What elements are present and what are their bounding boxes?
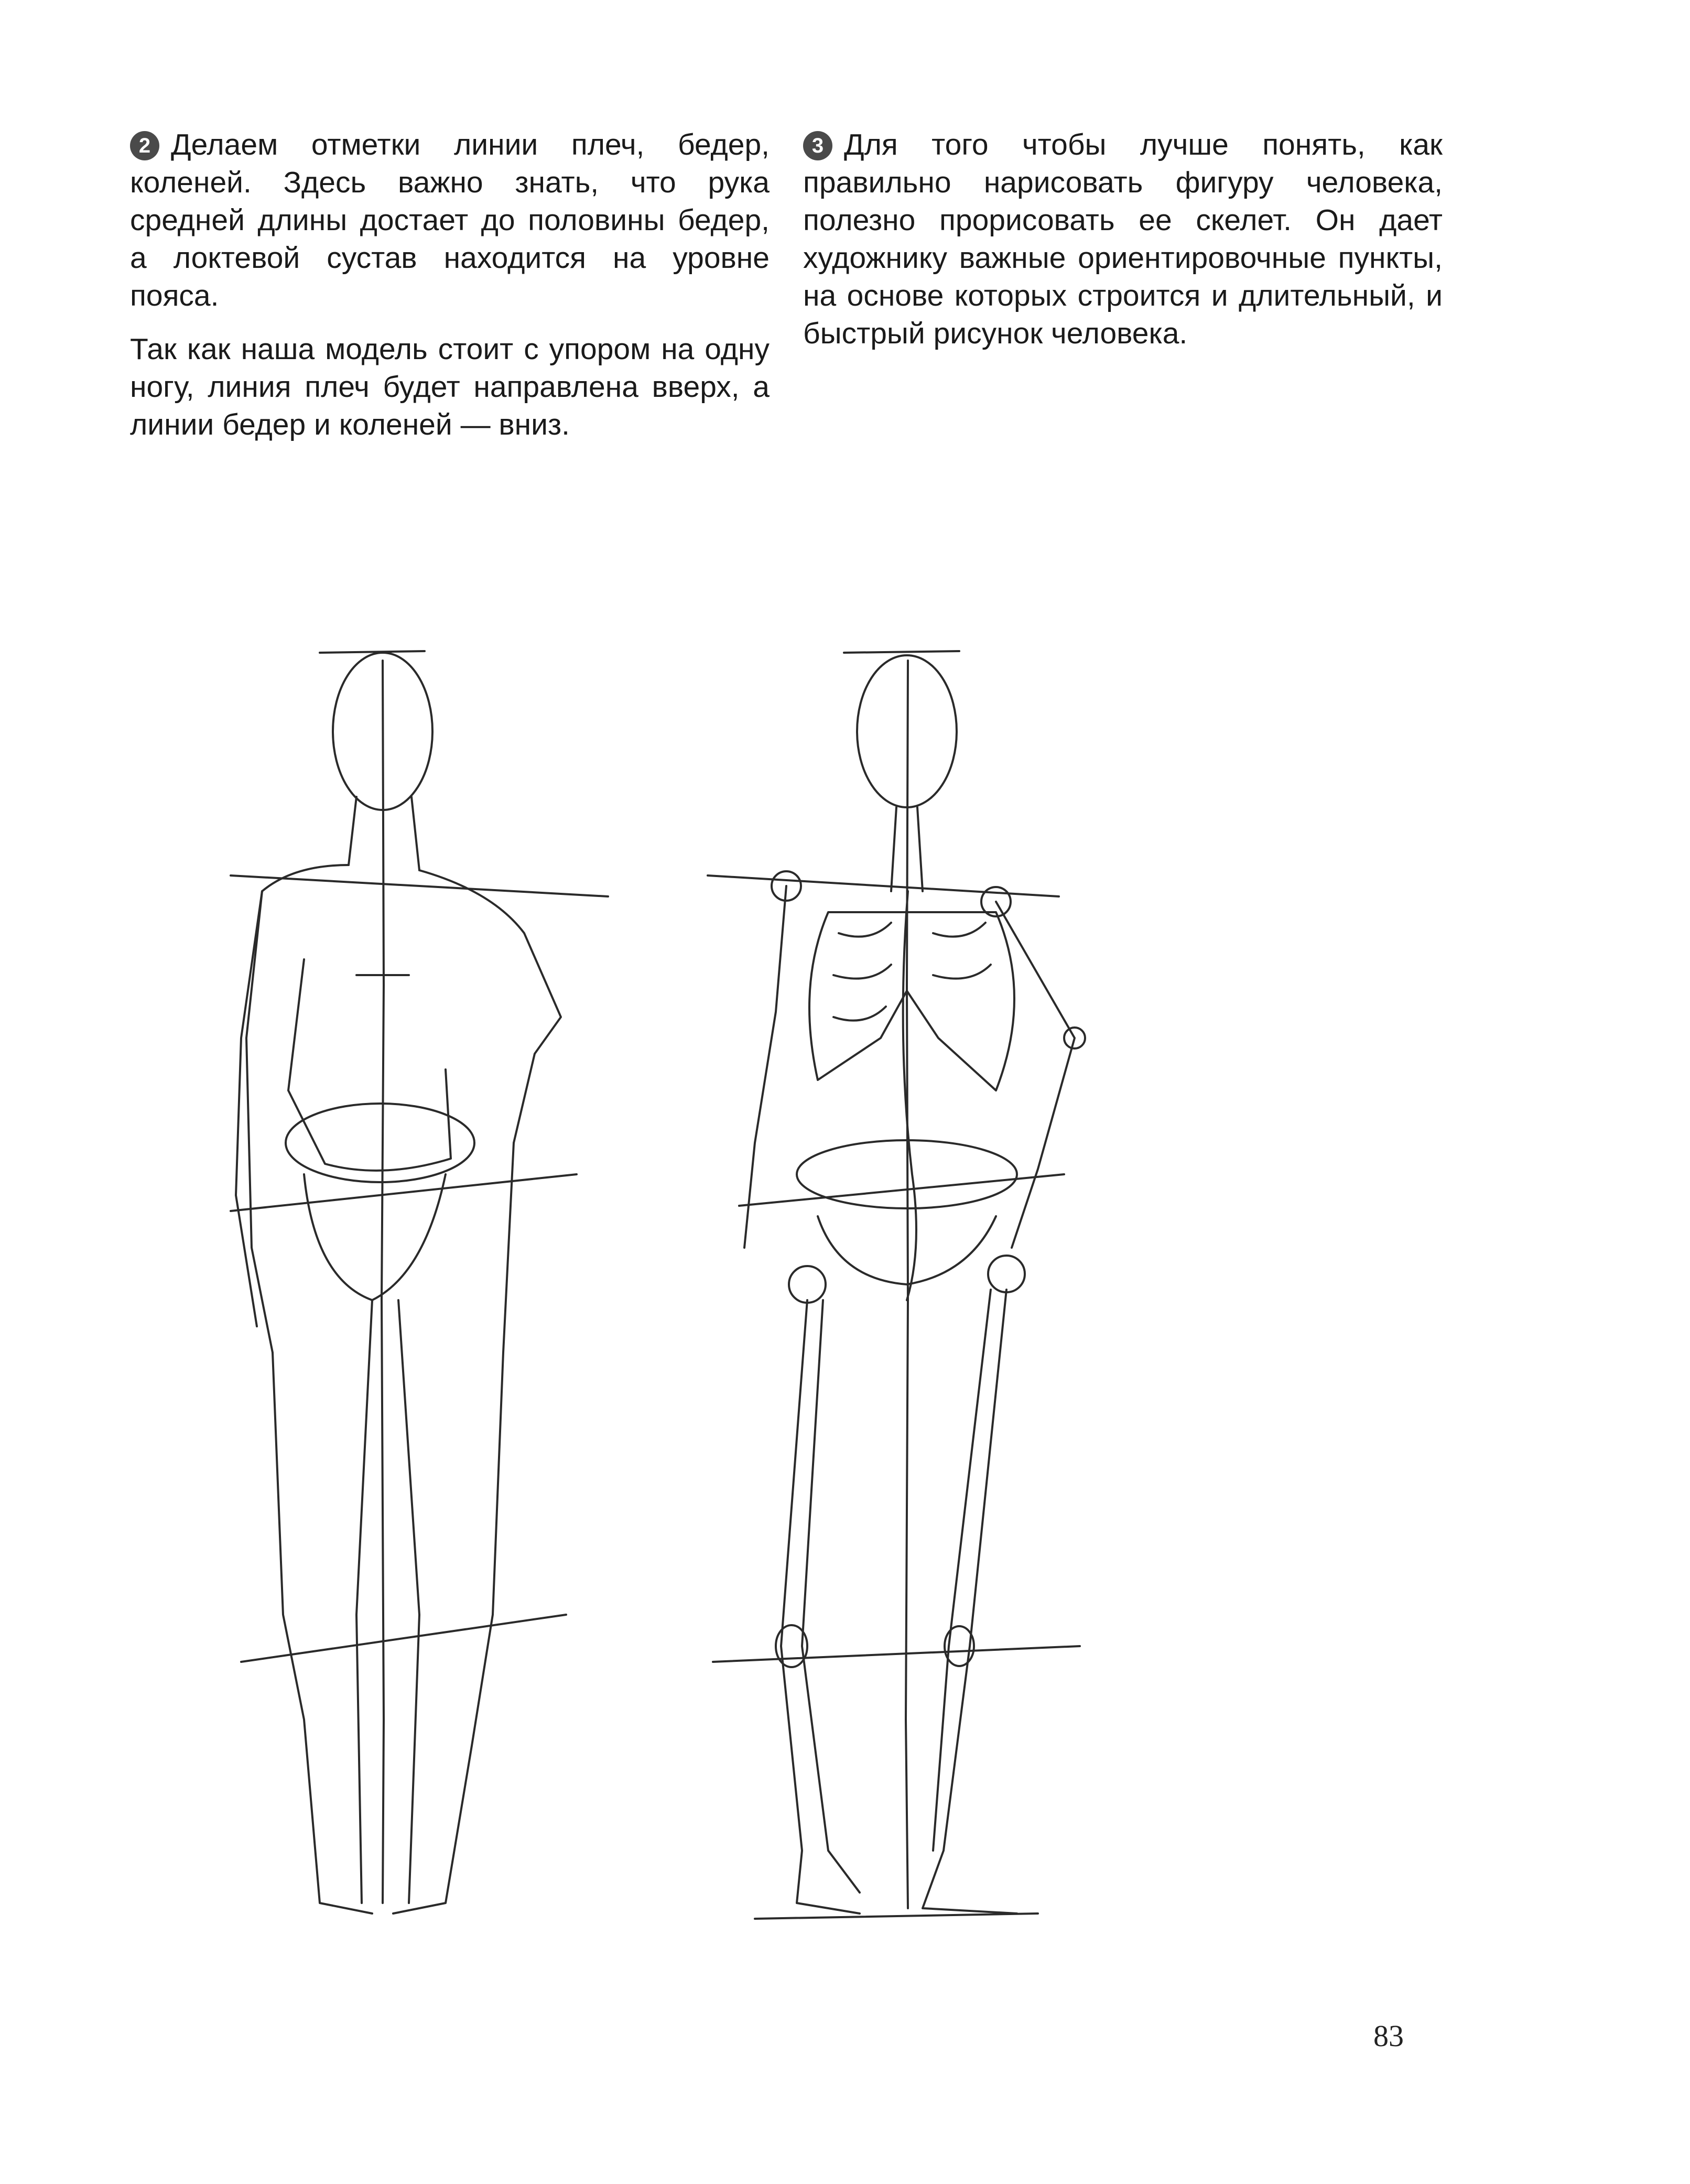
step-3-number-badge: 3	[803, 131, 832, 160]
step-2-paragraph-2: Так как наша модель стоит с упором на одну ногу, линия плеч будет направлена вверх, а линии бедер и коленей — вниз.	[130, 332, 770, 441]
body-construction-sketch	[231, 651, 608, 1913]
step-2-number-badge: 2	[130, 131, 159, 160]
figure-sketches-illustration	[199, 619, 1405, 1961]
step-3-text-1: Для того чтобы лучше понять, как правильно нарисовать фигуру человека, полезно прорисовать ее скелет. Он дает художнику важные ориентировочные пункты, на основе которых строится и длительный, и быстрый рисунок человека.	[803, 128, 1443, 350]
text-column-step-3	[803, 126, 1443, 368]
text-column-step-2	[130, 126, 770, 459]
step-2-paragraph-1	[130, 126, 770, 315]
page-number: 83	[1373, 2019, 1404, 2053]
skeleton-construction-sketch	[708, 651, 1085, 1919]
step-2-text-1: Делаем отметки линии плеч, бедер, коленей. Здесь важно знать, что рука средней длины достает до половины бедер, а локтевой сустав находится на уровне пояса.	[130, 128, 770, 312]
step-3-paragraph-1	[803, 126, 1443, 352]
